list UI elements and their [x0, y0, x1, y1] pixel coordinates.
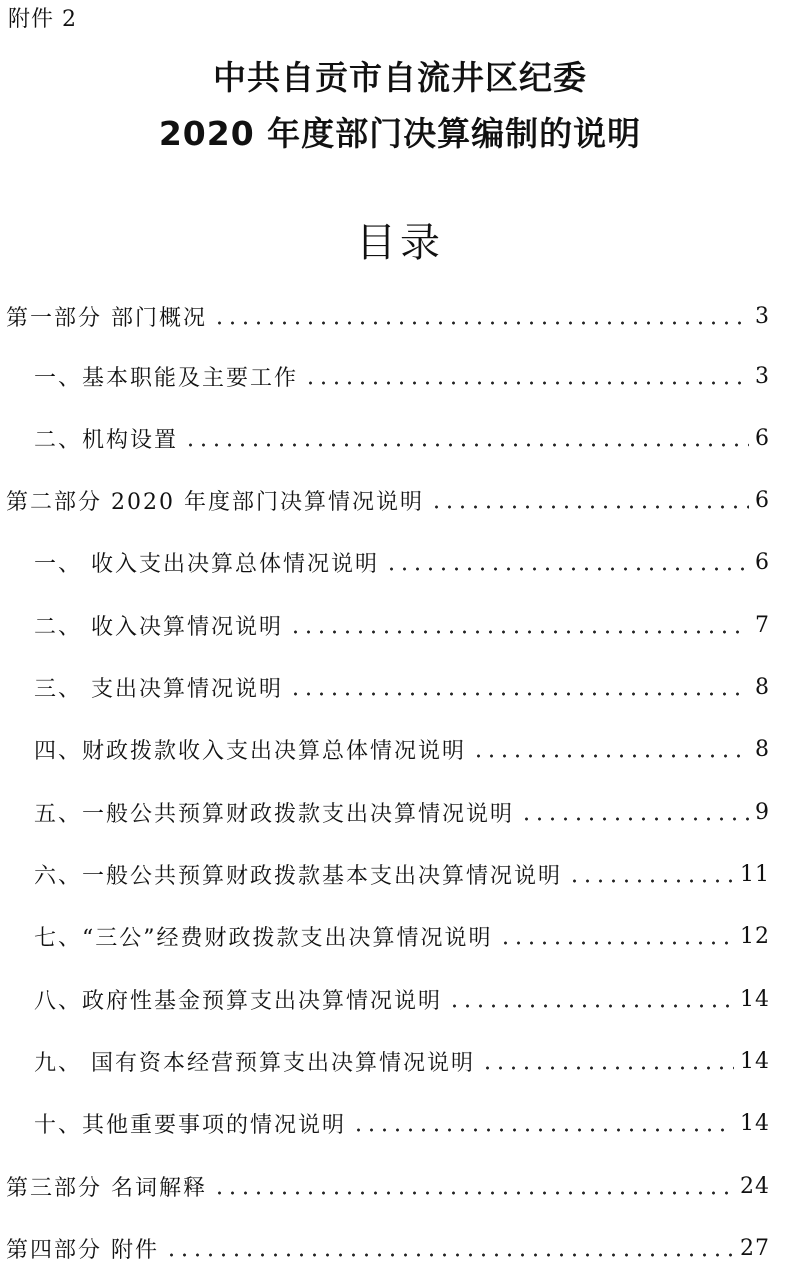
toc-entry-label: 十、其他重要事项的情况说明 [34, 1112, 347, 1138]
toc-entry[interactable] [34, 605, 770, 645]
toc-entry-page: 14 [740, 986, 770, 1012]
dot-leader [568, 879, 734, 883]
toc-entry-page: 11 [740, 861, 770, 887]
toc-entry-label: 一、基本职能及主要工作 [34, 365, 299, 391]
toc-entry-page: 8 [755, 736, 770, 762]
toc-entry-page: 14 [740, 1048, 770, 1074]
toc-entry[interactable] [34, 792, 770, 832]
dot-leader [184, 443, 749, 447]
toc-entry[interactable] [34, 667, 770, 707]
toc-entry-label: 第四部分 附件 [6, 1237, 159, 1263]
toc-entry[interactable] [34, 418, 770, 458]
dot-leader [213, 321, 749, 325]
toc-entry-label: 八、政府性基金预算支出决算情况说明 [34, 988, 443, 1014]
dot-leader [499, 941, 735, 945]
dot-leader [289, 692, 749, 696]
dot-leader [165, 1253, 734, 1257]
toc-entry-label: 第三部分 名词解释 [6, 1175, 207, 1201]
toc-entry-page: 8 [755, 674, 770, 700]
toc-entry[interactable] [34, 1041, 770, 1081]
toc-entry-label: 第一部分 部门概况 [6, 305, 207, 331]
toc-entry-page: 6 [755, 487, 770, 513]
toc-heading: 目录 [356, 220, 444, 266]
toc-entry-label: 九、 国有资本经营预算支出决算情况说明 [34, 1050, 475, 1076]
toc-entry-label: 二、 收入决算情况说明 [34, 614, 283, 640]
dot-leader [304, 381, 749, 385]
dot-leader [520, 817, 749, 821]
toc-entry-label: 三、 支出决算情况说明 [34, 676, 283, 702]
toc-entry-part-1[interactable] [6, 296, 770, 336]
toc-entry[interactable] [34, 542, 770, 582]
toc-entry-page: 3 [755, 363, 770, 389]
toc-entry-label: 五、一般公共预算财政拨款支出决算情况说明 [34, 801, 515, 827]
toc-entry-part-4[interactable] [6, 1228, 770, 1268]
toc-entry-page: 12 [740, 923, 770, 949]
dot-leader [385, 567, 749, 571]
dot-leader [472, 754, 749, 758]
toc-entry[interactable] [34, 729, 770, 769]
dot-leader [352, 1128, 734, 1132]
toc-entry-page: 6 [755, 425, 770, 451]
toc-entry-label: 六、一般公共预算财政拨款基本支出决算情况说明 [34, 863, 563, 889]
toc-entry-page: 7 [755, 612, 770, 638]
toc-entry-page: 6 [755, 549, 770, 575]
toc-entry[interactable] [34, 916, 770, 956]
toc-entry-page: 14 [740, 1110, 770, 1136]
toc-entry-label: 四、财政拨款收入支出决算总体情况说明 [34, 738, 467, 764]
dot-leader [430, 505, 749, 509]
toc-entry[interactable] [34, 854, 770, 894]
toc-entry-label: 第二部分 2020 年度部门决算情况说明 [6, 489, 424, 515]
toc-entry-page: 9 [755, 799, 770, 825]
toc-entry-page: 24 [740, 1173, 770, 1199]
dot-leader [289, 630, 749, 634]
toc-entry-label: 七、“三公”经费财政拨款支出决算情况说明 [34, 925, 493, 951]
toc-entry-page: 27 [740, 1235, 770, 1261]
toc-entry[interactable] [34, 1103, 770, 1143]
toc-entry-label: 二、机构设置 [34, 427, 179, 453]
dot-leader [448, 1004, 734, 1008]
dot-leader [213, 1191, 734, 1195]
toc-entry-page: 3 [755, 303, 770, 329]
dot-leader [481, 1066, 734, 1070]
toc-entry-label: 一、 收入支出决算总体情况说明 [34, 551, 379, 577]
toc-entry[interactable] [34, 979, 770, 1019]
toc-entry-part-2[interactable] [6, 480, 770, 520]
toc-entry-part-3[interactable] [6, 1166, 770, 1206]
document-title-line-2: 2020 年度部门决算编制的说明 [158, 114, 642, 153]
toc-entry[interactable] [34, 356, 770, 396]
document-title-line-1: 中共自贡市自流井区纪委 [213, 58, 587, 97]
attachment-label: 附件 2 [8, 7, 77, 32]
